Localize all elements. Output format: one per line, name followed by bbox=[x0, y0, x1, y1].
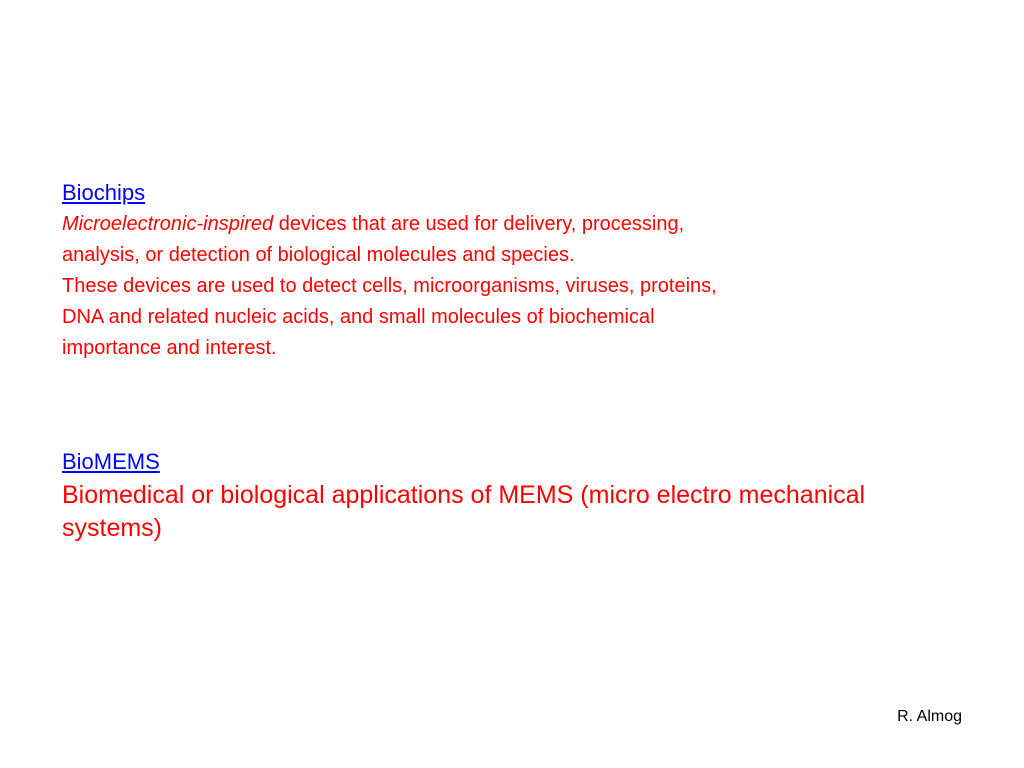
author-footer: R. Almog bbox=[897, 708, 962, 725]
biochips-line1: devices that are used for delivery, processing, bbox=[273, 213, 685, 235]
biomems-section bbox=[62, 445, 1002, 545]
biomems-definition bbox=[62, 479, 1002, 545]
biochips-section bbox=[62, 177, 962, 364]
biomems-heading-link[interactable]: BioMEMS bbox=[62, 449, 160, 474]
biochips-line3: These devices are used to detect cells, microorganisms, viruses, proteins, bbox=[62, 275, 717, 297]
biomems-line1: Biomedical or biological applications of MEMS (micro electro mechanical bbox=[62, 481, 866, 509]
biochips-line2: analysis, or detection of biological molecules and species. bbox=[62, 244, 575, 266]
biochips-definition bbox=[62, 209, 962, 364]
biochips-italic-phrase: Microelectronic-inspired bbox=[62, 213, 274, 235]
biochips-heading-link[interactable]: Biochips bbox=[62, 180, 146, 205]
biochips-line4: DNA and related nucleic acids, and small molecules of biochemical bbox=[62, 306, 655, 328]
biomems-line2: systems) bbox=[62, 514, 162, 542]
biochips-line5: importance and interest. bbox=[62, 337, 277, 359]
